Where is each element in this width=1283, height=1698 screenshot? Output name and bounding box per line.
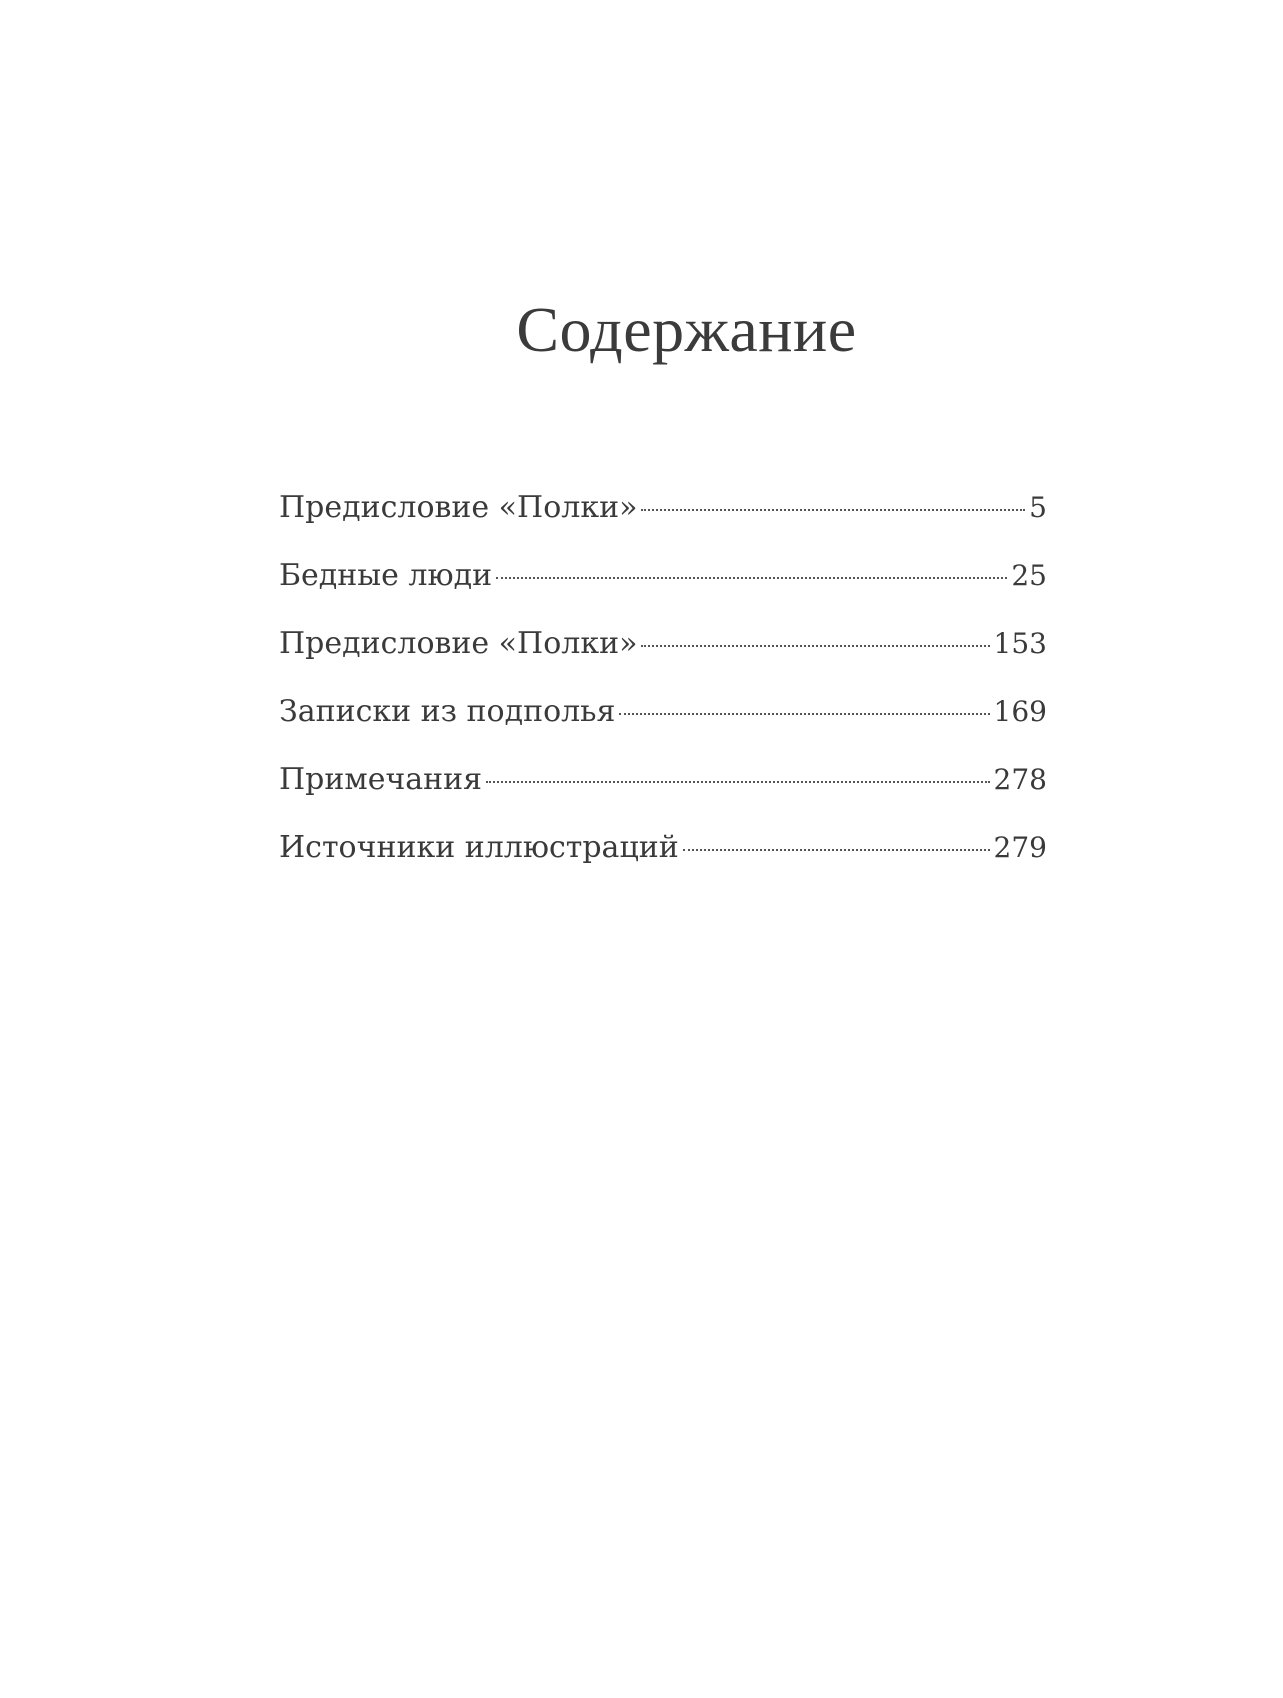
toc-entry-page: 5 <box>1029 491 1047 524</box>
toc-entry <box>279 828 1047 896</box>
toc-entry-page: 278 <box>993 763 1047 796</box>
dot-leader <box>641 509 1025 511</box>
toc-entry-label: Бедные люди <box>279 558 493 593</box>
toc-entry-label: Предисловие «Полки» <box>279 490 638 525</box>
table-of-contents <box>279 488 1047 896</box>
toc-entry-label: Примечания <box>279 762 483 797</box>
dot-leader <box>496 577 1007 579</box>
toc-entry <box>279 556 1047 624</box>
toc-entry-page: 169 <box>993 695 1047 728</box>
toc-entry-label: Записки из подполья <box>279 694 616 729</box>
dot-leader <box>641 645 989 647</box>
dot-leader <box>619 713 989 715</box>
toc-entry-page: 279 <box>993 831 1047 864</box>
toc-entry-label: Предисловие «Полки» <box>279 626 638 661</box>
toc-entry <box>279 488 1047 556</box>
page-title: Содержание <box>516 294 857 365</box>
toc-entry-label: Источники иллюстраций <box>279 830 679 865</box>
dot-leader <box>486 781 989 783</box>
dot-leader <box>683 849 990 851</box>
toc-entry-page: 153 <box>993 627 1047 660</box>
toc-entry <box>279 624 1047 692</box>
toc-entry <box>279 760 1047 828</box>
toc-entry <box>279 692 1047 760</box>
toc-entry-page: 25 <box>1011 559 1047 592</box>
